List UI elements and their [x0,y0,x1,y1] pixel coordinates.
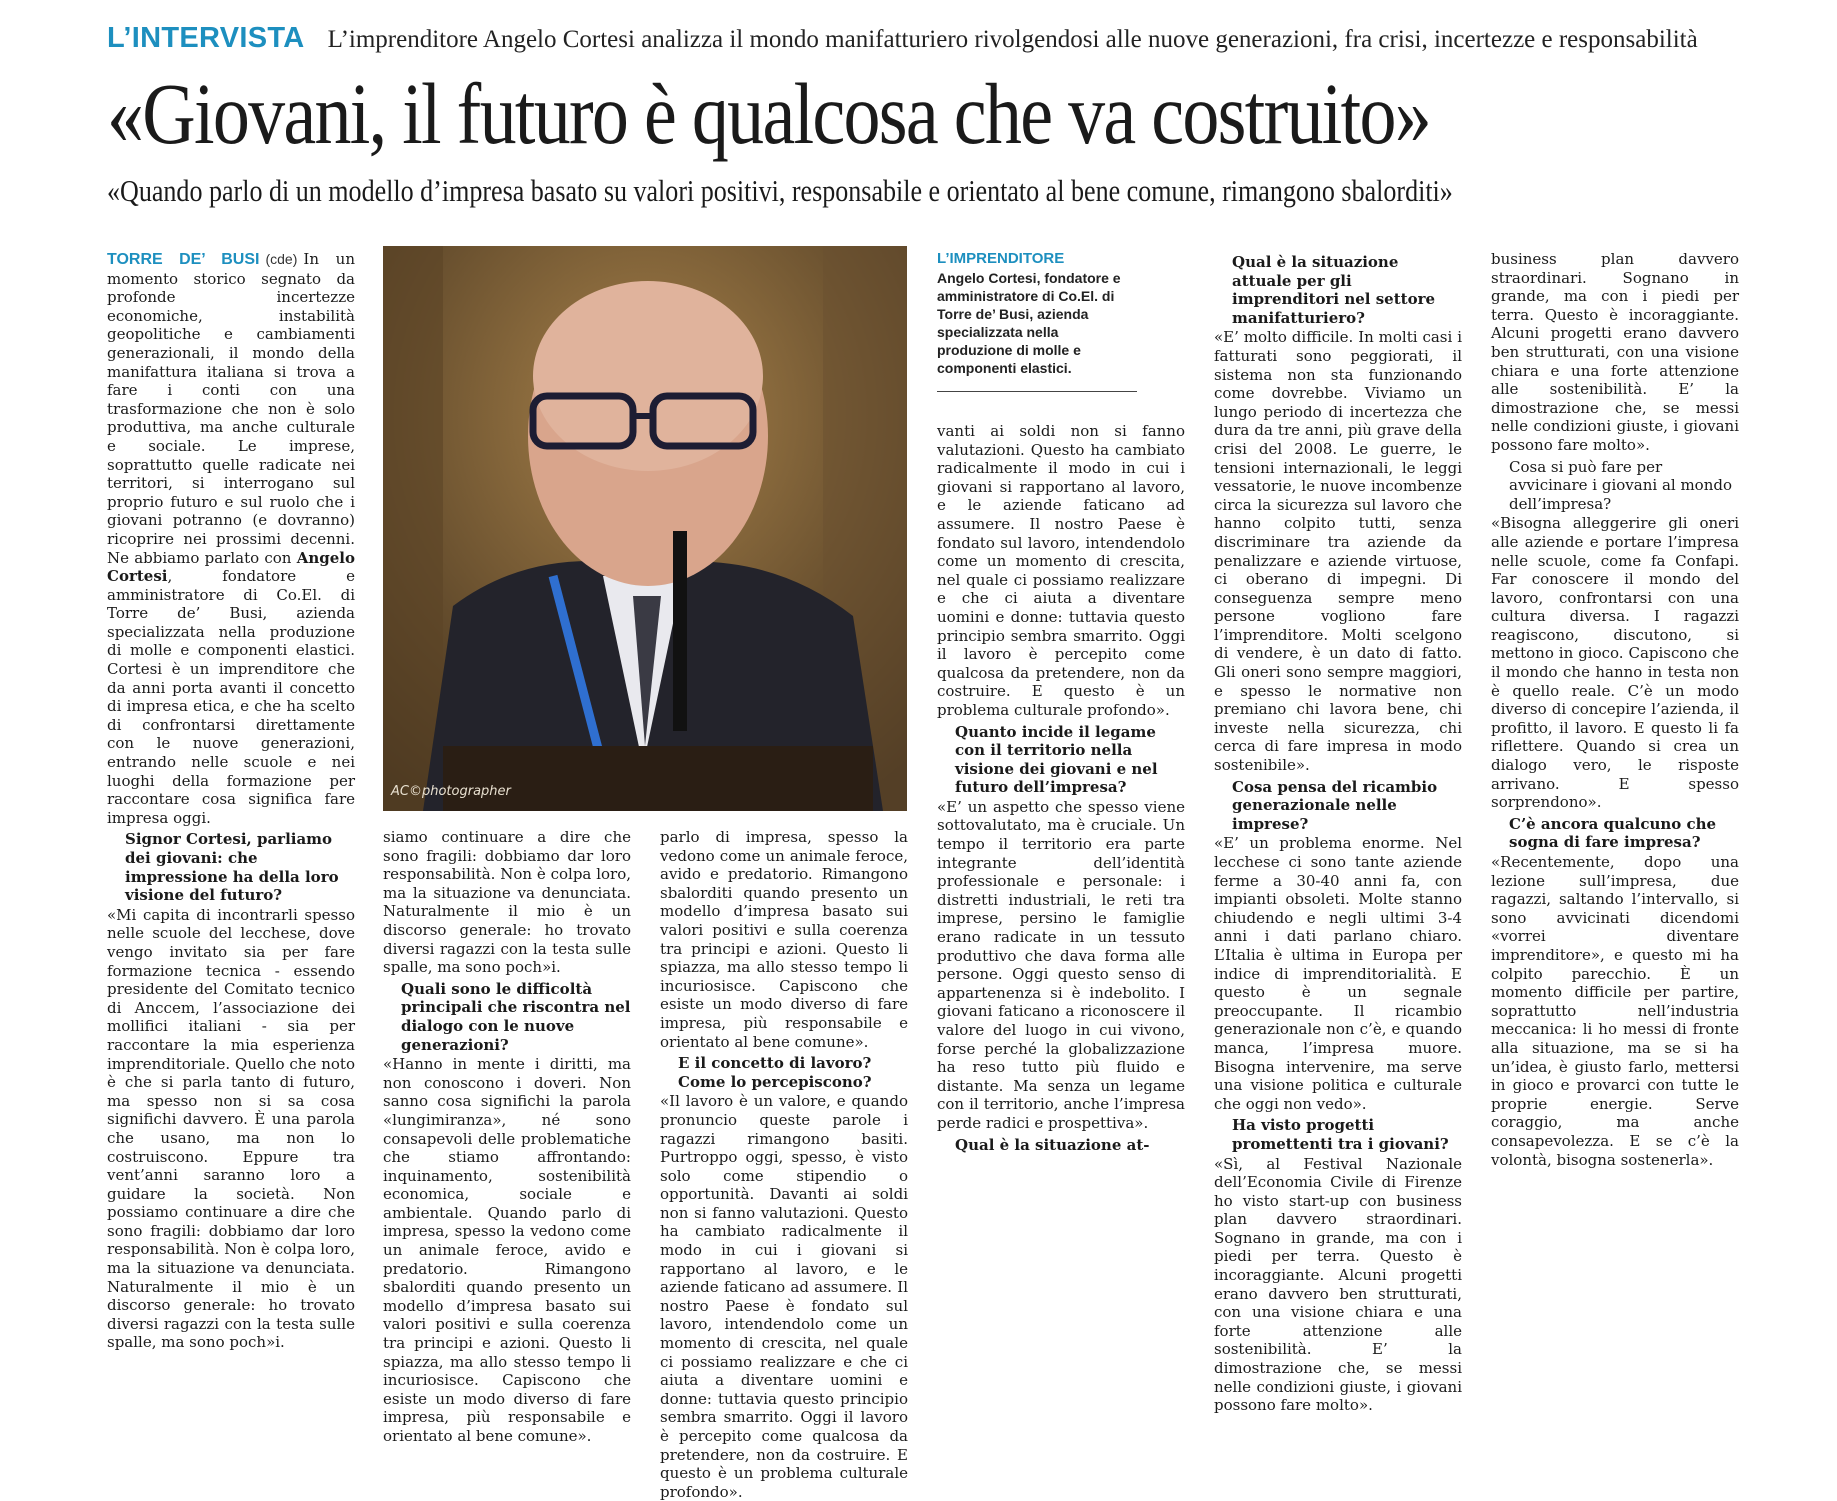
subheadline: «Quando parlo di un modello d’impresa basato su valori positivi, responsabile e orientato al bene comune, rimangono sbalorditi» [107,173,1453,208]
answer-5: «E’ molto difficile. In molti casi i fatturati sono peggiorati, il sistema non sta funzionando come dovrebbe. Viviamo un lungo periodo di incertezza che dura da tre anni, più grave della crisi del 2008. Le guerre, le tensioni internazionali, le leggi vessatorie, le nuove incombenze circa la sicurezza sul lavoro che hanno colpito tutti, senza discriminare tra aziende da penalizzare e aziende virtuose, ci oberano di impegni. Di conseguenza sempre meno persone vogliono fare l’imprenditore. Molti scelgono di vendere, è un dato di fatto. Gli oneri sono sempre maggiori, e spesso le normative non premiano chi lavora bene, chi investe nella sicurezza, chi cerca di fare impresa in modo sostenibile». [1214,328,1462,775]
sidebar-rule [937,391,1137,392]
question-1: Signor Cortesi, parliamo dei giovani: che impressione ha della loro visione del futuro? [125,830,339,905]
article-column-3 [660,828,908,1501]
dateline: TORRE DE’ BUSI [107,251,260,268]
article-column-4 [937,422,1185,1260]
question-5-start: Qual è la situazione at- [955,1135,1150,1154]
answer-3: «Il lavoro è un valore, e quando pronuncio queste parole i ragazzi rimangono basiti. Purtroppo oggi, spesso, è visto solo come stipendio o opportunità. Davanti ai soldi non si fanno valutazioni. Questo ha cambiato radicalmente il modo in cui i giovani si rapportano al lavoro, e le aziende faticano ad assumere. Il nostro Paese è fondato sul lavoro, intendendolo come un momento di crescita, nel quale ci possiamo realizzare e che ci aiuta a diventare uomini e donne: tuttavia questo principio sembra smarrito. Oggi il lavoro è percepito come qualcosa da pretendere, non da costruire. E questo è un problema culturale profondo». [660,1092,908,1501]
answer-8: «Bisogna alleggerire gli oneri alle aziende e portare l’impresa nelle scuole, come fa Confapi. Far conoscere il mondo del lavoro, confrontarsi con una cultura diversa. I ragazzi reagiscono, discutono, si mettono in gioco. Capiscono che il mondo che hanno in testa non è quello reale. C’è un modo diverso di concepire l’azienda, il profitto, il lavoro. E questo li fa riflettere. Quando si crea un dialogo vero, le risposte arrivano. E spesso sorprendono». [1491,514,1739,812]
answer-9: «Recentemente, dopo una lezione sull’impresa, due ragazzi, saltando l’intervallo, si sono avvicinati dicendomi «vorrei diventare imprenditore», e questo mi ha colpito parecchio. È un momento difficile per partire, soprattutto nell’industria meccanica: li ho messi di fronte alla situazione, ma se si ha un’idea, è giusto farlo, mettersi in gioco e provarci con tutte le proprie energie. Serve coraggio, ma anche consapevolezza. E se c’è la volontà, bisogna sostenerla». [1491,853,1739,1169]
intro-text-b: , fondatore e amministratore di Co.El. di Torre de’ Busi, azienda specializzata nella produzione di molle e componenti elastici. Cortesi è un imprenditore che da anni porta avanti il concetto di impresa etica, e che ha scelto di confrontarsi direttamente con le nuove generazioni, entrando nelle scuole e nei luoghi della formazione per raccontare cosa significa fare impresa oggi. [107,567,355,827]
photo-credit: AC©photographer [391,784,511,799]
question-3: E il concetto di lavoro? Come lo percepiscono? [678,1054,872,1091]
question-8: Cosa si può fare per avvicinare i giovani al mondo dell’impresa? [1509,457,1733,513]
kicker-summary: L’imprenditore Angelo Cortesi analizza il mondo manifatturiero rivolgendosi alle nuove generazioni, fra crisi, incertezze e responsabilità [327,26,1698,53]
article-column-6 [1491,250,1739,1260]
article-column-5 [1214,250,1462,1415]
question-4: Quanto incide il legame con il territorio nella visione dei giovani e nel futuro dell’impresa? [955,722,1158,797]
portrait-illustration [383,246,907,811]
author-sidebar [937,250,1137,392]
sidebar-text: Angelo Cortesi, fondatore e amministratore di Co.El. di Torre de’ Busi, azienda specializzata nella produzione di molle e componenti elastici. [937,270,1121,376]
answer-6: «E’ un problema enorme. Nel lecchese ci sono tante aziende ferme a 30-40 anni fa, con impianti obsoleti. Molte stanno chiudendo e negli ultimi 3-4 anni i dati parlano chiaro. L’Italia è ultima in Europa per indice di imprenditorialità. E questo è un segnale preoccupante. Il ricambio generazionale non c’è, e quando manca, l’impresa muore. Bisogna intervenire, ma serve una visione politica e culturale che oggi non vedo». [1214,834,1462,1113]
intro-text-a: In un momento storico segnato da profonde incertezze economiche, instabilità geopolitiche e cambiamenti generazionali, il mondo della manifattura italiana si trova a fare i conti con una trasformazione che non è solo produttiva, ma anche culturale e sociale. Le imprese, soprattutto quelle radicate nei territori, si interrogano sul proprio futuro e sul ruolo che i giovani potranno (e dovranno) ricoprire nei prossimi decenni. Ne abbiamo parlato con [107,250,355,567]
question-5: Qual è la situazione attuale per gli imprenditori nel settore manifatturiero? [1232,253,1436,327]
question-9: C’è ancora qualcuno che sogna di fare impresa? [1509,814,1717,852]
kicker-row [107,22,1732,55]
article-intro [107,250,355,827]
answer-4: «E’ un aspetto che spesso viene sottovalutato, ma è cruciale. Un tempo il territorio era parte integrante dell’identità professionale e personale: i distretti industriali, le reti tra imprese, persino le famiglie erano radicate in un tessuto produttivo che dava forma alle persone. Oggi questo senso di appartenenza si è indebolito. I giovani faticano a riconoscere il valore del luogo in cui vivono, forse perché la globalizzazione ha reso tutto più fluido e distante. Ma senza un legame con il territorio, anche l’impresa perde radici e prospettiva». [937,797,1185,1132]
section-kicker: L’INTERVISTA [107,22,305,54]
answer-1-continued: siamo continuare a dire che sono fragili: dobbiamo dar loro responsabilità. Non è colpa loro, ma la situazione va denunciata. Naturalmente il mio è un discorso generale: ho trovato diversi ragazzi con la testa sulle spalle, ma sono poch»i. [383,828,631,977]
question-7: Ha visto progetti promettenti tra i giovani? [1232,1116,1449,1153]
answer-3-continued: vanti ai soldi non si fanno valutazioni. Questo ha cambiato radicalmente il modo in cui i giovani si rapportano al lavoro, e le aziende faticano ad assumere. Il nostro Paese è fondato sul lavoro, intendendolo come un momento di crescita, nel quale ci possiamo realizzare e che ci aiuta a diventare uomini e donne: tuttavia questo principio sembra smarrito. Oggi il lavoro è percepito come qualcosa da pretendere, non da costruire. E questo è un problema culturale profondo». [937,422,1185,719]
question-2: Quali sono le difficoltà principali che riscontra nel dialogo con le nuove generazioni? [401,979,631,1054]
interviewee-name: Angelo Cortesi [107,548,355,586]
answer-7-continued: business plan davvero straordinari. Sognano in grande, ma con i piedi per terra. Questo è incoraggiante. Alcuni progetti erano davvero ben strutturati, con una visione chiara e una forte attenzione alle sostenibilità. E’ la dimostrazione che, se messi nelle condizioni giuste, i giovani possono fare molto». [1491,250,1739,454]
portrait-photo [383,246,907,811]
answer-2-continued: parlo di impresa, spesso la vedono come un animale feroce, avido e predatorio. Rimangono sbalorditi quando presento un modello d’impresa basato sui valori positivi e sulla coerenza tra principi e azioni. Questo li spiazza, ma allo stesso tempo li incuriosisce. Capiscono che esiste un modo diverso di fare impresa, più responsabile e orientato al bene comune». [660,828,908,1051]
question-6: Cosa pensa del ricambio generazionale nelle imprese? [1232,777,1438,833]
headline: «Giovani, il futuro è qualcosa che va costruito» [107,65,1431,162]
answer-2: «Hanno in mente i diritti, ma non conoscono i doveri. Non sanno cosa significhi la parola «lungimiranza», né sono consapevoli delle problematiche che stiamo affrontando: inquinamento, sostenibilità economica, sociale e ambientale. Quando parlo di impresa, spesso la vedono come un animale feroce, avido e predatorio. Rimangono sbalorditi quando presento un modello d’impresa basato sui valori positivi e sulla coerenza tra principi e azioni. Questo li spiazza, ma allo stesso tempo li incuriosisce. Capiscono che esiste un modo diverso di fare impresa, più responsabile e orientato al bene comune». [383,1055,631,1445]
article-column-2 [383,828,631,1445]
article-column-1 [107,250,355,1352]
answer-1: «Mi capita di incontrarli spesso nelle scuole del lecchese, dove vengo invitato sia per fare formazione tecnica - essendo presidente del Comitato tecnico di Anccem, l’associazione dei mollifici italiani - sia per raccontare la mia esperienza imprenditoriale. Quello che noto è che si parla tanto di futuro, ma spesso non si sa cosa significhi davvero. È una parola che usano, ma non lo costruiscono. Eppure tra vent’anni saranno loro a guidare la società. Non possiamo continuare a dire che sono fragili: dobbiamo dar loro responsabilità. Non è colpa loro, ma la situazione va denunciata. Naturalmente il mio è un discorso generale: ho trovato diversi ragazzi con la testa sulle spalle, ma sono poch»i. [107,905,355,1352]
dateline-code: (cde) [265,251,298,267]
sidebar-label: L’IMPRENDITORE [937,250,1065,267]
answer-7: «Sì, al Festival Nazionale dell’Economia Civile di Firenze ho visto start-up con business plan davvero straordinari. Sognano in grande, ma con i piedi per terra. Questo è incoraggiante. Alcuni progetti erano davvero ben strutturati, con una visione chiara e una forte attenzione alle sostenibilità. E’ la dimostrazione che, se messi nelle condizioni giuste, i giovani possono fare molto». [1214,1154,1462,1415]
